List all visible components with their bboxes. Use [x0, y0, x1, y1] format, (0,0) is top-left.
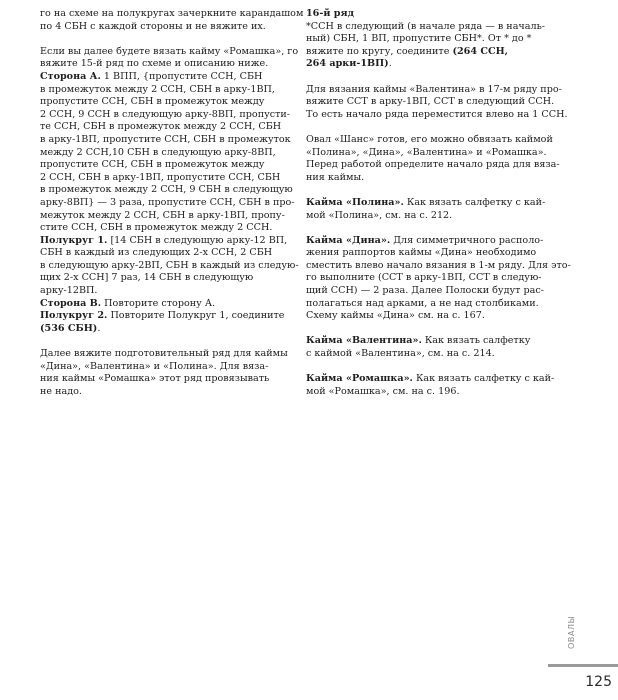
text-run: 1 ВПП, {пропустите ССН, СБН: [100, 70, 263, 82]
paragraph-intro-note: [40, 8, 304, 33]
text-line: [40, 235, 290, 248]
text-line: ния каймы.: [306, 171, 365, 183]
text-line: арку-12ВП.: [40, 285, 98, 297]
paragraph-side-a: [40, 70, 295, 235]
text-line: межуток между 2 ССН, СБН в арку-1ВП, пропу-: [40, 209, 285, 221]
kaima-polina-heading: Кайма «Полина».: [306, 196, 404, 208]
text-line: в промежуток между 2 ССН, СБН в арку-1ВП,: [40, 83, 275, 95]
kaima-romashka-heading: Кайма «Ромашка».: [306, 373, 413, 385]
text-line: [306, 46, 556, 59]
text-line: с каймой «Валентина», см. на с. 214.: [306, 348, 495, 360]
side-a-heading: Сторона А.: [40, 70, 101, 82]
left-column: [40, 8, 304, 411]
page-number: 125: [585, 674, 612, 690]
paragraph-semicircle-2: [40, 310, 290, 335]
text-line: Перед работой определите начало ряда для вяза-: [306, 159, 560, 171]
text-line: стите ССН, СБН в промежуток между 2 ССН.: [40, 222, 273, 234]
text-line: арку-8ВП} — 3 раза, пропустите ССН, СБН в про-: [40, 196, 295, 208]
semicircle-2-heading: Полукруг 2.: [40, 310, 108, 322]
text-line: *ССН в следующий (в начале ряда — в началь-: [306, 20, 546, 32]
text-line: То есть начало ряда переместится влево на 1 ССН.: [306, 108, 568, 120]
text-line: ния каймы «Ромашка» этот ряд провязывать: [40, 373, 270, 385]
text-run: Как вязать салфетку: [421, 335, 531, 347]
paragraph-valentina-row-17: [306, 83, 568, 122]
paragraph-prep-row: [40, 348, 290, 398]
kaima-valentina-heading: Кайма «Валентина».: [306, 335, 422, 347]
text-line: го на схеме на полукругах зачеркните карандашом: [40, 8, 304, 19]
text-line: [40, 310, 290, 323]
text-line: Если вы далее будете вязать кайму «Ромашка», го: [40, 45, 299, 57]
text-line: [40, 71, 290, 84]
side-b-heading: Сторона В.: [40, 297, 102, 309]
text-run: .: [97, 322, 101, 334]
paragraph-kaima-polina: [306, 197, 556, 222]
text-run: вяжите по кругу, соедините: [306, 45, 453, 57]
text-line: ный) СБН, 1 ВП, пропустите СБН*. От * до *: [306, 33, 532, 45]
paragraph-kaima-valentina: [306, 335, 556, 360]
text-line: в следующую арку-2ВП, СБН в каждый из следую-: [40, 259, 299, 271]
semicircle-1-heading: Полукруг 1.: [40, 234, 108, 246]
text-run: Повторите сторону А.: [101, 297, 216, 309]
text-line: щих 2-х ССН] 7 раз, 14 СБН в следующую: [40, 272, 254, 284]
text-run: [14 СБН в следующую арку-12 ВП,: [107, 234, 288, 246]
text-line: [306, 58, 556, 71]
stitch-total: (264 ССН,: [452, 45, 509, 57]
kaima-dina-heading: Кайма «Дина».: [306, 234, 391, 246]
row-16-heading: 16-й ряд: [306, 8, 354, 19]
text-line: в промежуток между 2 ССН, 9 СБН в следующую: [40, 184, 293, 196]
text-line: щий ССН) — 2 раза. Далее Полоски будут рас-: [306, 285, 544, 297]
text-line: жения раппортов каймы «Дина» необходимо: [306, 247, 537, 259]
text-line: в арку-1ВП, пропустите ССН, СБН в промежуток: [40, 133, 291, 145]
paragraph-kaima-dina: [306, 234, 571, 323]
text-run: Для симметричного располо-: [390, 234, 544, 246]
text-line: [306, 335, 556, 348]
text-line: [40, 323, 290, 336]
text-line: те ССН, СБН в промежуток между 2 ССН, СБН: [40, 121, 282, 133]
footer-rule: [548, 664, 618, 667]
paragraph-kaima-romashka: [306, 373, 556, 398]
stitch-total: (536 СБН): [40, 322, 98, 334]
text-line: вяжите 15-й ряд по схеме и описанию ниже.: [40, 58, 269, 70]
text-line: «Дина», «Валентина» и «Полина». Для вяза-: [40, 360, 269, 372]
text-run: Повторите Полукруг 1, соедините: [107, 310, 285, 322]
text-line: по 4 СБН с каждой стороны и не вяжите их.: [40, 20, 266, 32]
text-run: Как вязать салфетку с кай-: [403, 196, 546, 208]
text-line: Схему каймы «Дина» см. на с. 167.: [306, 310, 485, 322]
text-line: «Полина», «Дина», «Валентина» и «Ромашка».: [306, 146, 547, 158]
text-line: 2 ССН, 9 ССН в следующую арку-8ВП, пропусти-: [40, 108, 291, 120]
text-line: [306, 235, 556, 248]
text-line: вяжите ССТ в арку-1ВП, ССТ в следующий ССН.: [306, 96, 555, 108]
text-line: пропустите ССН, СБН в промежуток между: [40, 96, 265, 108]
text-line: [306, 373, 556, 386]
text-line: 2 ССН, СБН в арку-1ВП, пропустите ССН, СБН: [40, 171, 281, 183]
paragraph-row-16: [306, 8, 556, 71]
paragraph-romashka-note: [40, 45, 299, 71]
text-line: между 2 ССН,10 СБН в следующую арку-8ВП,: [40, 146, 276, 158]
text-line: го выполните (ССТ в арку-1ВП, ССТ в следую-: [306, 272, 542, 284]
text-line: Для вязания каймы «Валентина» в 17-м ряду про-: [306, 83, 562, 95]
paragraph-side-b: [40, 298, 290, 311]
text-line: сместить влево начало вязания в 1-м ряду. Для это-: [306, 259, 571, 271]
right-column: [306, 8, 571, 411]
text-line: Далее вяжите подготовительный ряд для каймы: [40, 348, 288, 360]
text-line: мой «Полина», см. на с. 212.: [306, 209, 453, 221]
text-line: Овал «Шанс» готов, его можно обвязать каймой: [306, 133, 553, 145]
stitch-total: 264 арки-1ВП): [306, 58, 389, 70]
text-line: пропустите ССН, СБН в промежуток между: [40, 159, 265, 171]
text-line: СБН в каждый из следующих 2-х ССН, 2 СБН: [40, 247, 273, 259]
text-line: мой «Ромашка», см. на с. 196.: [306, 385, 460, 397]
paragraph-semicircle-1: [40, 234, 299, 298]
text-line: [306, 197, 556, 210]
text-line: [40, 298, 290, 311]
text-line: полагаться над арками, а не над столбиками.: [306, 297, 539, 309]
section-running-head: ОВАЛЫ: [567, 615, 576, 649]
paragraph-oval-ready: [306, 133, 560, 184]
text-line: не надо.: [40, 385, 82, 397]
text-run: Как вязать салфетку с кай-: [412, 373, 555, 385]
text-run: .: [388, 58, 392, 70]
